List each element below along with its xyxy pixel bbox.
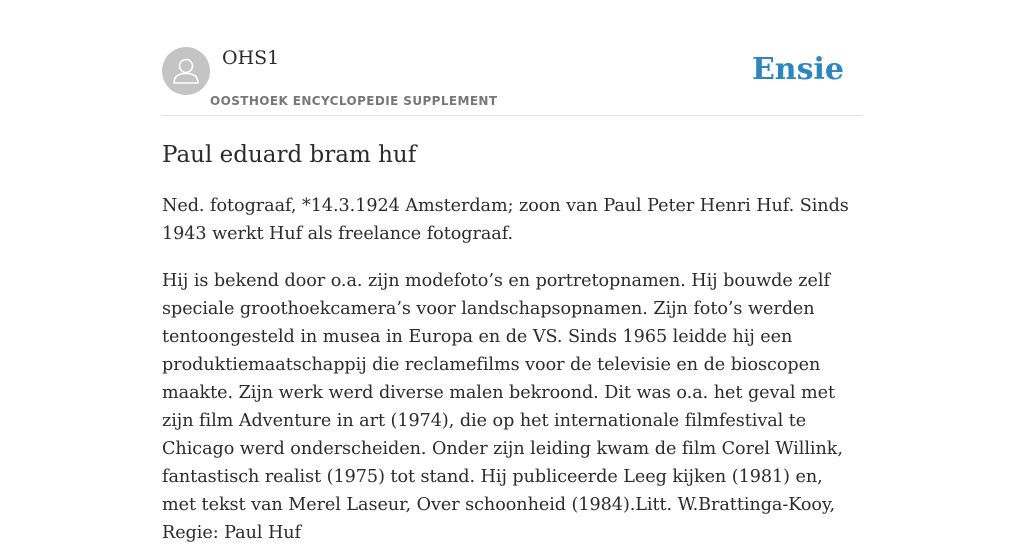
article-paragraph: Ned. fotograaf, *14.3.1924 Amsterdam; zoon van Paul Peter Henri Huf. Sinds 1943 werkt Huf als freelance fotograaf.: [162, 196, 849, 244]
article-page: [162, 0, 862, 547]
article-header: [162, 0, 862, 116]
user-icon: [162, 47, 210, 95]
page-title: Paul eduard bram huf: [162, 142, 417, 168]
ensie-logo[interactable]: Ensie: [751, 52, 844, 87]
source-label[interactable]: OOSTHOEK ENCYCLOPEDIE SUPPLEMENT: [210, 94, 498, 108]
avatar[interactable]: [162, 47, 210, 95]
author-name[interactable]: OHS1: [222, 47, 280, 69]
article-paragraph: Hij is bekend door o.a. zijn modefoto’s en portretopnamen. Hij bouwde zelf speciale groothoekcamera’s voor landschapsopnamen. Zijn foto’s werden tentoongesteld in musea in Europa en de VS. Sinds 1965 leidde hij een produktiemaatschappij die reclamefilms voor de televisie en de bioscopen maakte. Zijn werk werd diverse malen bekroond. Dit was o.a. het geval met zijn film Adventure in art (1974), die op het internationale filmfestival te Chicago werd onderscheiden. Onder zijn leiding kwam de film Corel Willink, fantastisch realist (1975) tot stand. Hij publiceerde Leeg kijken (1981) en, met tekst van Merel Laseur, Over schoonheid (1984).Litt. W.Brattinga-Kooy, Regie: Paul Huf: [162, 271, 843, 543]
